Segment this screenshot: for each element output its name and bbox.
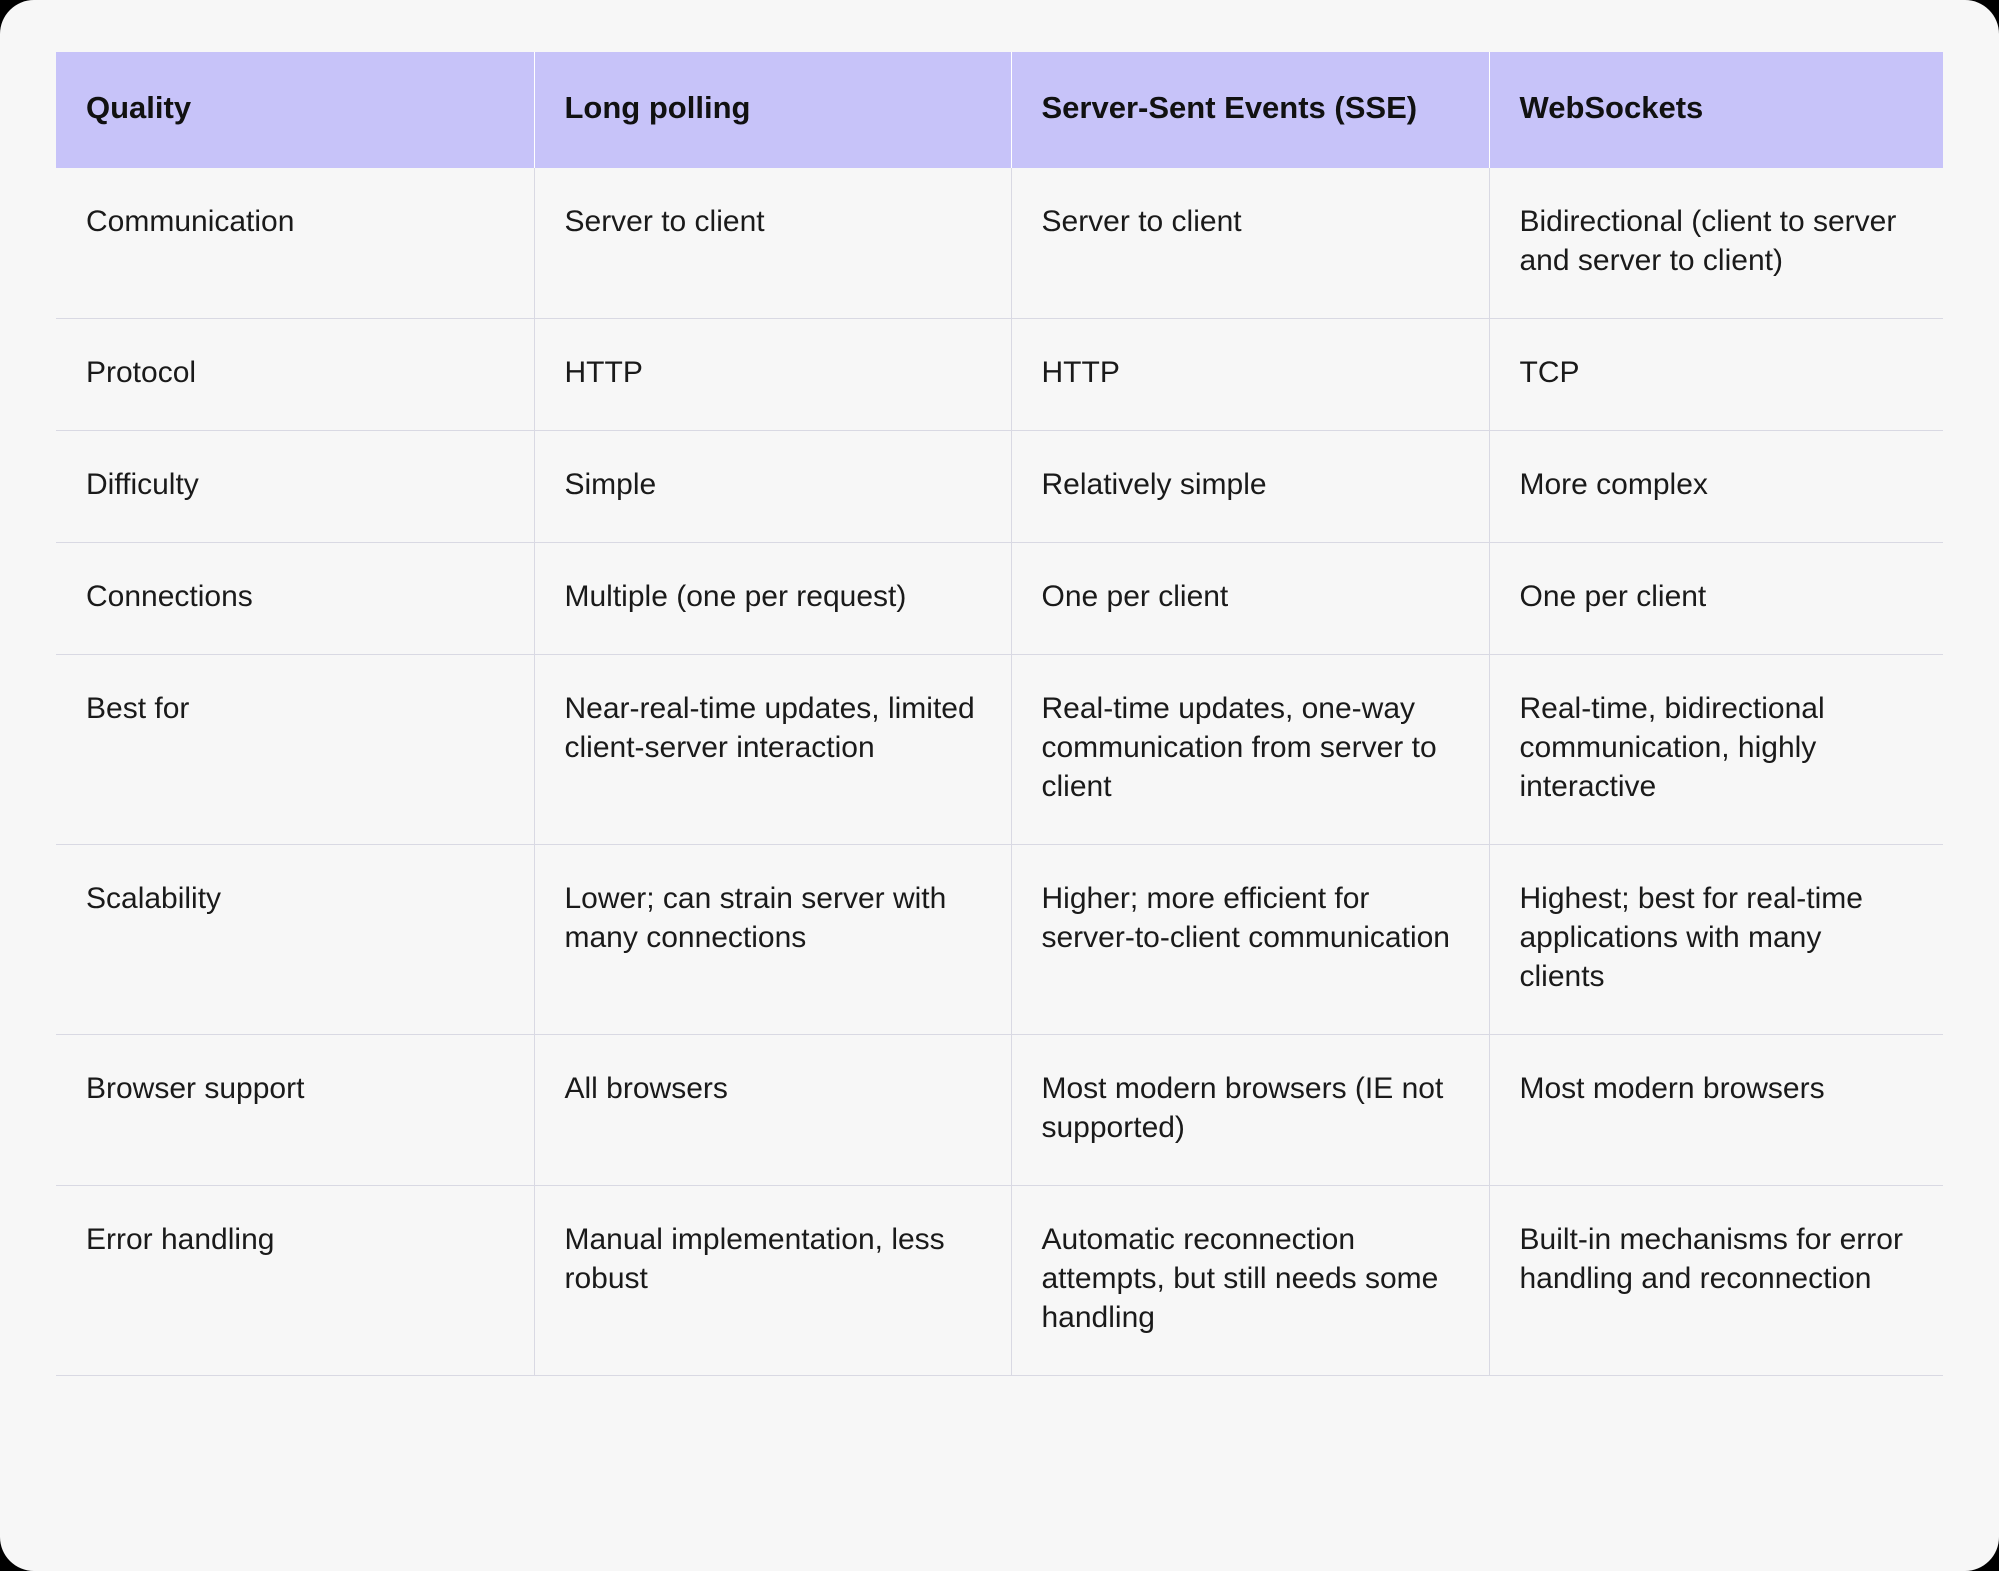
cell-quality: Communication: [56, 168, 534, 319]
cell-websockets: Real-time, bidirectional communication, highly interactive: [1489, 654, 1943, 844]
cell-long-polling: Multiple (one per request): [534, 542, 1011, 654]
cell-quality: Protocol: [56, 318, 534, 430]
cell-quality: Best for: [56, 654, 534, 844]
table-row: [56, 168, 1943, 319]
cell-sse: HTTP: [1011, 318, 1489, 430]
cell-quality: Scalability: [56, 844, 534, 1034]
cell-quality: Difficulty: [56, 430, 534, 542]
table-row: [56, 318, 1943, 430]
cell-long-polling: Simple: [534, 430, 1011, 542]
cell-sse: Real-time updates, one-way communication from server to client: [1011, 654, 1489, 844]
cell-long-polling: All browsers: [534, 1034, 1011, 1185]
table-container: [56, 52, 1943, 1376]
cell-sse: Most modern browsers (IE not supported): [1011, 1034, 1489, 1185]
cell-long-polling: Server to client: [534, 168, 1011, 319]
cell-long-polling: HTTP: [534, 318, 1011, 430]
table-row: [56, 1185, 1943, 1375]
table-body: [56, 168, 1943, 1376]
cell-long-polling: Lower; can strain server with many connections: [534, 844, 1011, 1034]
cell-sse: Higher; more efficient for server-to-client communication: [1011, 844, 1489, 1034]
column-header-quality: Quality: [56, 52, 534, 168]
table-header-row: [56, 52, 1943, 168]
column-header-long-polling: Long polling: [534, 52, 1011, 168]
cell-websockets: One per client: [1489, 542, 1943, 654]
table-row: [56, 844, 1943, 1034]
table-row: [56, 654, 1943, 844]
cell-long-polling: Near-real-time updates, limited client-server interaction: [534, 654, 1011, 844]
table-row: [56, 1034, 1943, 1185]
cell-websockets: Bidirectional (client to server and server to client): [1489, 168, 1943, 319]
cell-sse: Server to client: [1011, 168, 1489, 319]
table-row: [56, 430, 1943, 542]
column-header-websockets: WebSockets: [1489, 52, 1943, 168]
cell-sse: Automatic reconnection attempts, but still needs some handling: [1011, 1185, 1489, 1375]
cell-sse: Relatively simple: [1011, 430, 1489, 542]
cell-sse: One per client: [1011, 542, 1489, 654]
cell-websockets: Built-in mechanisms for error handling and reconnection: [1489, 1185, 1943, 1375]
cell-quality: Error handling: [56, 1185, 534, 1375]
comparison-table: [56, 52, 1943, 1376]
cell-quality: Browser support: [56, 1034, 534, 1185]
cell-quality: Connections: [56, 542, 534, 654]
cell-websockets: Most modern browsers: [1489, 1034, 1943, 1185]
cell-websockets: More complex: [1489, 430, 1943, 542]
table-header: [56, 52, 1943, 168]
cell-websockets: TCP: [1489, 318, 1943, 430]
column-header-sse: Server-Sent Events (SSE): [1011, 52, 1489, 168]
cell-long-polling: Manual implementation, less robust: [534, 1185, 1011, 1375]
cell-websockets: Highest; best for real-time applications with many clients: [1489, 844, 1943, 1034]
table-row: [56, 542, 1943, 654]
